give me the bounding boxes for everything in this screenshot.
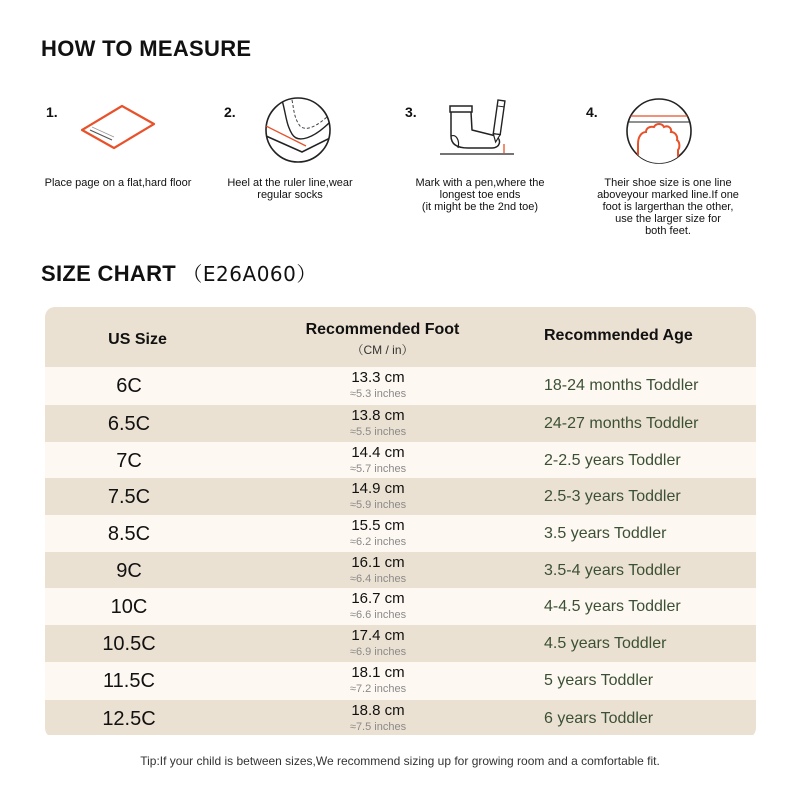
foot-cm-cell: 18.1 cm	[351, 664, 405, 681]
age-cell: 24-27 months Toddler	[544, 415, 699, 432]
foot-cm-cell: 16.1 cm	[351, 554, 405, 571]
sock-pen-icon	[440, 98, 514, 158]
heel-ruler-icon	[262, 96, 334, 164]
us-size-cell: 11.5C	[103, 670, 155, 692]
us-size-cell: 10C	[110, 596, 148, 618]
step-4-text-line: Their shoe size is one line	[604, 177, 732, 189]
step-1-number: 1.	[46, 104, 58, 120]
size-chart-title	[41, 258, 317, 287]
foot-cm-cell: 15.5 cm	[351, 517, 405, 534]
paper-on-floor-icon	[78, 102, 158, 152]
foot-inches-cell: ≈5.9 inches	[349, 499, 407, 511]
foot-cm-cell: 16.7 cm	[351, 590, 405, 607]
us-size-cell: 9C	[116, 560, 142, 582]
foot-inches-cell: ≈5.7 inches	[349, 463, 407, 475]
table-row	[45, 515, 756, 552]
how-to-measure-title: HOW TO MEASURE	[41, 36, 252, 61]
foot-inches-cell: ≈6.6 inches	[349, 609, 407, 621]
foot-cm-cell: 17.4 cm	[351, 627, 405, 644]
us-size-cell: 6.5C	[107, 413, 151, 435]
step-3-number: 3.	[405, 104, 417, 120]
step-4-text-line: use the larger size for	[615, 213, 721, 225]
step-4-number: 4.	[586, 104, 598, 120]
header-recommended-age: Recommended Age	[544, 327, 693, 344]
age-cell: 5 years Toddler	[544, 672, 654, 689]
step-3-text-line: Mark with a pen,where the	[415, 177, 545, 189]
step-4-text-line: aboveyour marked line.If one	[597, 189, 739, 201]
age-cell: 3.5 years Toddler	[544, 525, 667, 542]
header-foot-units: （CM / in）	[351, 343, 414, 357]
step-4-text	[586, 177, 750, 237]
header-us-size: US Size	[108, 331, 167, 348]
step-1-text: Place page on a flat,hard floor	[44, 177, 192, 189]
foot-inches-cell: ≈6.9 inches	[349, 646, 407, 658]
table-row	[45, 552, 756, 588]
age-cell: 2.5-3 years Toddler	[544, 488, 681, 505]
us-size-cell: 12.5C	[102, 708, 156, 730]
foot-inches-cell: ≈6.4 inches	[349, 573, 407, 585]
table-row	[45, 700, 756, 735]
us-size-cell: 6C	[116, 375, 142, 397]
header-recommended-foot: Recommended Foot	[305, 321, 460, 338]
us-size-cell: 7.5C	[107, 486, 151, 508]
foot-inches-cell: ≈7.5 inches	[349, 721, 407, 733]
table-row	[45, 367, 756, 405]
table-row	[45, 442, 756, 478]
age-cell: 3.5-4 years Toddler	[544, 562, 681, 579]
toe-line-icon	[624, 96, 694, 166]
age-cell: 4-4.5 years Toddler	[544, 598, 681, 615]
foot-inches-cell: ≈5.3 inches	[349, 388, 407, 400]
us-size-cell: 7C	[116, 450, 142, 472]
foot-cm-cell: 14.9 cm	[351, 480, 405, 497]
step-2-text: Heel at the ruler line,wear regular socks	[227, 177, 353, 201]
step-3-text-line: longest toe ends	[439, 189, 521, 201]
size-chart-table	[45, 307, 756, 738]
table-row	[45, 405, 756, 442]
us-size-cell: 8.5C	[107, 523, 151, 545]
step-3-text	[402, 177, 558, 213]
size-chart-title-text: SIZE CHART	[41, 261, 176, 286]
foot-inches-cell: ≈5.5 inches	[349, 426, 407, 438]
foot-cm-cell: 13.8 cm	[351, 407, 405, 424]
age-cell: 4.5 years Toddler	[544, 635, 667, 652]
age-cell: 6 years Toddler	[544, 710, 654, 727]
table-row	[45, 625, 756, 662]
sizing-tip: Tip:If your child is between sizes,We recommend sizing up for growing room and a comfortable fit.	[140, 754, 660, 768]
size-chart-header	[45, 307, 756, 367]
table-row	[45, 478, 756, 515]
foot-inches-cell: ≈6.2 inches	[349, 536, 407, 548]
age-cell: 18-24 months Toddler	[544, 377, 699, 394]
foot-cm-cell: 13.3 cm	[351, 369, 405, 386]
size-chart-code: （E26A060）	[182, 262, 317, 286]
step-3-text-line: (it might be the 2nd toe)	[421, 201, 539, 213]
foot-inches-cell: ≈7.2 inches	[349, 683, 407, 695]
step-4-text-line: both feet.	[645, 225, 691, 237]
us-size-cell: 10.5C	[102, 633, 156, 655]
table-row	[45, 588, 756, 625]
measure-steps	[0, 92, 800, 252]
step-2-number: 2.	[224, 104, 236, 120]
foot-cm-cell: 18.8 cm	[351, 702, 405, 719]
table-row	[45, 662, 756, 700]
age-cell: 2-2.5 years Toddler	[544, 452, 681, 469]
step-4-text-line: foot is largerthan the other,	[602, 201, 734, 213]
foot-cm-cell: 14.4 cm	[351, 444, 405, 461]
